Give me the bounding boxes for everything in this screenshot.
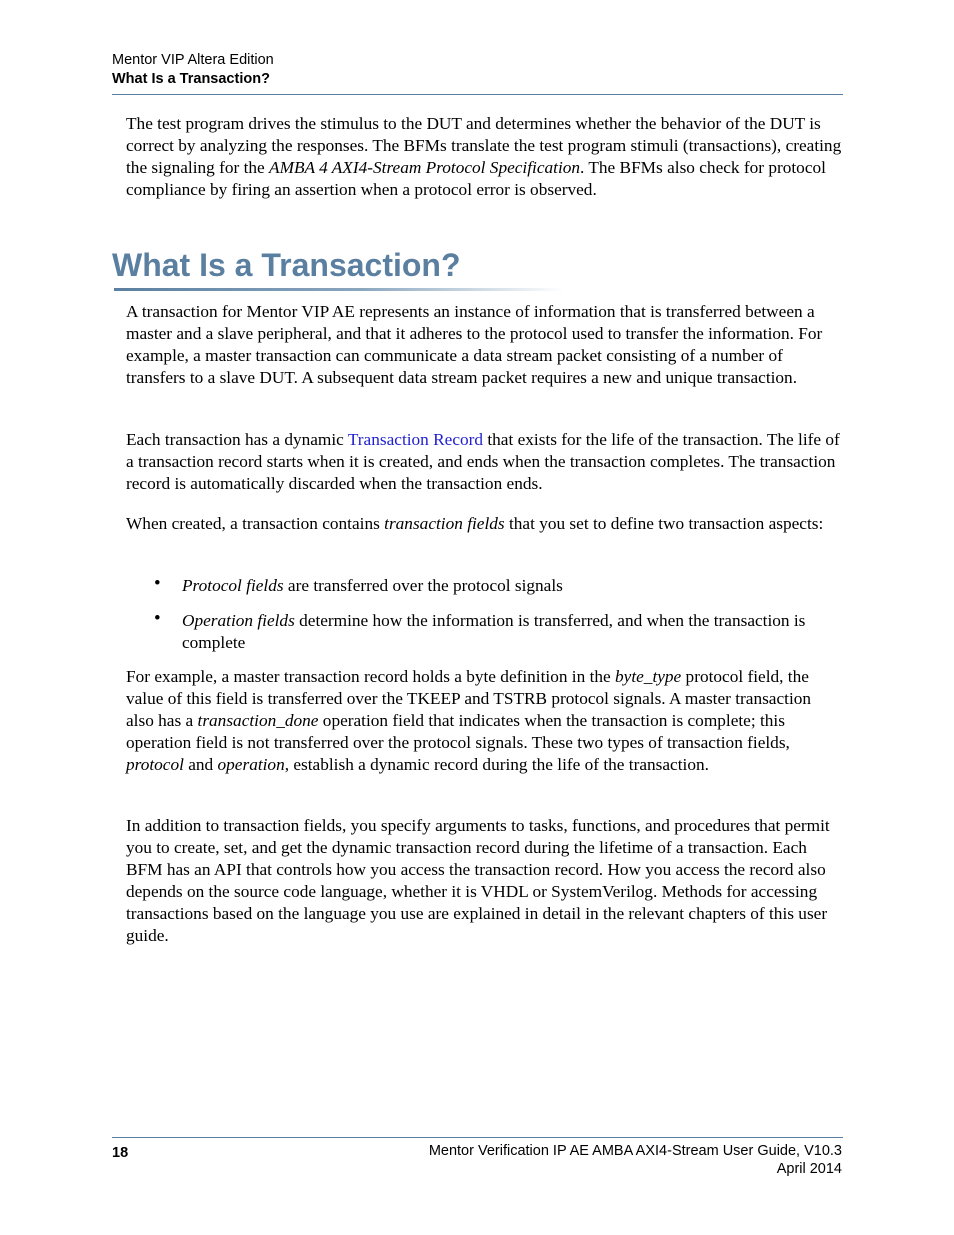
page-number: 18 <box>112 1145 129 1161</box>
byte-type-term: byte_type <box>615 667 682 686</box>
footer-info <box>402 1143 842 1178</box>
intro-text-2: . The BFMs also check for protocol compliance by firing an assertion when a protocol error is observed. <box>126 157 826 199</box>
section-heading: What Is a Transaction? <box>112 247 461 283</box>
paragraph-3-text-1: When created, a transaction contains <box>126 514 385 533</box>
intro-text-1: The test program drives the stimulus to the DUT and determines whether the behavior of the DUT is correct by analyzing the responses. The BFMs translate the test program stimuli (transactions), creating the signaling for the <box>126 114 842 177</box>
header-section: What Is a Transaction? <box>112 71 270 87</box>
running-header <box>112 51 274 89</box>
footer-date: April 2014 <box>776 1160 842 1177</box>
bullet-term: Protocol fields <box>182 576 284 595</box>
paragraph-2-text-2: that exists for the life of the transaction. The life of a transaction record starts when it is created, and ends when the transaction completes. The transaction record is automatically discarded when the transaction ends. <box>126 430 840 493</box>
intro-paragraph <box>126 113 842 201</box>
paragraph-4-text: operation field that indicates when the transaction is complete; this operation field is not transferred over the protocol signals. These two types of transaction fields, <box>126 710 790 752</box>
operation-term: operation <box>217 754 285 774</box>
transaction-fields-term: transaction fields <box>384 514 505 533</box>
footer-rule <box>112 1137 843 1138</box>
bullet-icon: • <box>154 608 161 629</box>
paragraph-4-text: For example, a master transaction record holds a byte definition in the <box>126 667 616 686</box>
paragraph-3-text-2: that you set to define two transaction aspects: <box>504 514 824 533</box>
paragraph-5 <box>126 815 842 946</box>
transaction-done-term: transaction_done <box>197 710 319 730</box>
heading-rule <box>114 288 564 291</box>
paragraph-5-text: In addition to transaction fields, you specify arguments to tasks, functions, and procedures that permit you to create, set, and get the dynamic transaction record during the lifetime of a transaction. Each BFM has an API that controls how you access the transaction record. How you access the record also depends on the source code language, whether it is VHDL or SystemVerilog. Methods for accessing transactions based on the language you use are explained in detail in the relevant chapters of this user guide. <box>126 816 830 945</box>
transaction-record-link[interactable]: Transaction Record <box>347 430 484 449</box>
paragraph-2 <box>126 429 842 495</box>
paragraph-1-text: A transaction for Mentor VIP AE represents an instance of information that is transferred between a master and a slave peripheral, and that it adheres to the protocol used to transfer the information. For example, a master transaction can communicate a data stream packet consisting of a number of transfers to a slave DUT. A subsequent data stream packet requires a new and unique transaction. <box>126 302 823 387</box>
footer-guide-title: Mentor Verification IP AE AMBA AXI4-Stream User Guide, V10.3 <box>428 1143 842 1159</box>
intro-spec-title: AMBA 4 AXI4-Stream Protocol Specification <box>269 157 581 177</box>
paragraph-4-text: , establish a dynamic record during the life of the transaction. <box>284 754 709 774</box>
paragraph-4 <box>126 666 842 776</box>
paragraph-4-text: protocol field, the value of this field is transferred over the TKEEP and TSTRB protocol signals. A master transaction also has a <box>126 667 812 730</box>
bullet-icon: • <box>154 573 161 594</box>
header-rule <box>112 94 843 95</box>
paragraph-4-text: and <box>183 754 218 774</box>
bullet-term: Operation fields <box>182 611 295 630</box>
bullet-text: determine how the information is transferred, and when the transaction is complete <box>182 611 806 652</box>
paragraph-1 <box>126 301 842 389</box>
bullet-text: are transferred over the protocol signals <box>283 576 563 595</box>
protocol-term: protocol <box>126 754 184 774</box>
paragraph-3 <box>126 513 842 535</box>
header-product: Mentor VIP Altera Edition <box>112 52 274 68</box>
paragraph-2-text-1: Each transaction has a dynamic <box>126 430 348 449</box>
